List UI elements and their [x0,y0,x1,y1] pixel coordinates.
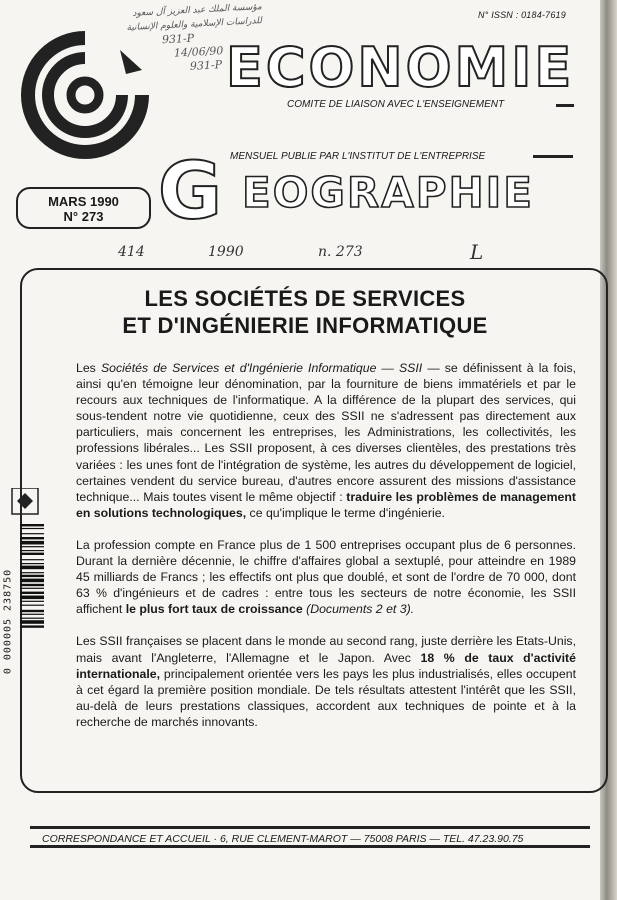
barcode-bar [20,588,44,589]
article-title-line-2: ET D'INGÉNIERIE INFORMATIQUE [122,313,488,338]
barcode-bar [20,533,44,534]
stamp-line-4: 14/06/90 [173,44,224,60]
barcode-bar [20,592,44,594]
footer-text: CORRESPONDANCE ET ACCUEIL · 6, RUE CLEMENT-MAROT — 75008 PARIS — TEL. 47.23.90.75 [42,833,524,845]
barcode [0,488,46,698]
barcode-bar [20,625,44,627]
issue-date: MARS 1990 [48,194,119,209]
handwritten-note-b: 1990 [208,244,244,260]
barcode-digits: 0 000005 238750 [2,568,14,675]
rule-1 [556,104,574,107]
barcode-bar [20,559,44,560]
barcode-bar [20,563,44,564]
p3-text-b: principalement orientée vers les pays les plus industrialisés, elles occupent à cet égard la première position mondiale. De tels résultats attestent l'intérêt que les SSII, au-delà de leurs prestations classiques, accordent aux techniques de pointe et à la recherche de marchés innovants. [76,666,576,729]
barcode-bar [20,528,44,529]
rule-2 [533,155,573,158]
stamp-line-1: مؤسسة الملك عبد العزيز آل سعود [132,2,263,19]
barcode-bar [20,610,44,612]
barcode-bar [20,614,44,615]
barcode-bar [20,572,44,573]
handwritten-note-d: L [470,240,484,264]
p1-text-a: Les [76,361,101,375]
handwritten-note-c: n. 273 [318,244,363,260]
subtitle-comite: COMITE DE LIAISON AVEC L'ENSEIGNEMENT [287,99,505,110]
title-geographie-initial: G [158,147,224,237]
issn-number: N° ISSN : 0184-7619 [478,10,566,20]
handwritten-note-a: 414 [118,244,145,260]
barcode-bar [20,566,44,570]
issue-number: N° 273 [63,209,104,224]
title-geographie: EOGRAPHIE [242,168,534,217]
p2-strong: le plus fort taux de croissance [125,602,303,617]
p2-text-a: La profession compte en France plus de 1 500 entreprises occupant plus de 6 personnes. Durant la dernière décennie, le chiffre d'affaires global a sextuplé, pour atteindre en 1989 45 milliards de Francs ; les effectifs ont plus que doublé, et sont de l'ordre de 70 000, dont 63 % d'ingénieurs et de cadres : entre tous les secteurs de notre économie, les SSII affichent [76,537,576,617]
barcode-bar [20,546,44,547]
barcode-bar [20,541,44,545]
paragraph-3 [76,633,576,730]
stamp-line-3: 931-P [161,31,195,47]
barcode-bar [20,620,44,624]
p1-text-b: — se définissent à la fois, ainsi qu'en témoigne leur dénomination, par la fourniture de biens immatériels et par le recours aux techniques de l'informatique. A la différence de la plupart des services, qui sous-tendent notre vie quotidienne, ceux des SSII ne s'adressent pas directement aux particuliers, mais concernent les entreprises, les Administrations, les collectivités, les professions libérales... Les SSII proposent, à ces diverses clientèles, des prestations très variées : les unes font de l'intégration de système, les autres du développement de logiciel, certaines vendent du service bureau, d'autres encore assurent des missions d'assistance technique... Mais toutes visent le même objectif : [76,361,577,504]
article-title [60,285,550,339]
stamp-line-2: للدراسات الإسلامية والعلوم الإنسانية [126,16,263,34]
barcode-bar [20,579,44,583]
barcode-bar [20,524,44,526]
p1-strong: traduire les problèmes de management en solutions technologiques, [76,489,576,520]
p2-emphasis: (Documents 2 et 3). [302,602,415,617]
barcode-bar [20,537,44,539]
p3-strong: 18 % de taux d'activité internationale, [76,650,576,681]
p1-text-c: ce qu'implique le terme d'ingénierie. [246,505,445,520]
barcode-bar [20,596,44,600]
paragraph-2 [76,537,576,617]
issue-date-box [16,187,151,229]
barcode-bar [20,618,44,619]
barcode-bar [20,550,44,551]
subtitle-mensuel: MENSUEL PUBLIE PAR L'INSTITUT DE L'ENTREPRISE [230,151,486,162]
barcode-bar [20,584,44,586]
article-body [76,360,576,746]
p1-emphasis: Sociétés de Services et d'Ingénierie Informatique — SSII [100,361,423,375]
title-economie: ECONOMIE [226,36,575,99]
barcode-bar [20,605,44,606]
paragraph-1 [76,360,576,521]
stamp-line-5: 931-P [189,58,223,73]
barcode-bar [20,553,44,555]
footer-address [30,826,590,848]
article-title-line-1: LES SOCIÉTÉS DE SERVICES [144,286,466,311]
barcode-bar [20,575,44,577]
barcode-bar [20,601,44,602]
p3-text-a: Les SSII françaises se placent dans le monde au second rang, juste derrière les Etats-Unis, mais avant l'Angleterre, l'Allemagne et le Japon. Avec [76,634,576,665]
